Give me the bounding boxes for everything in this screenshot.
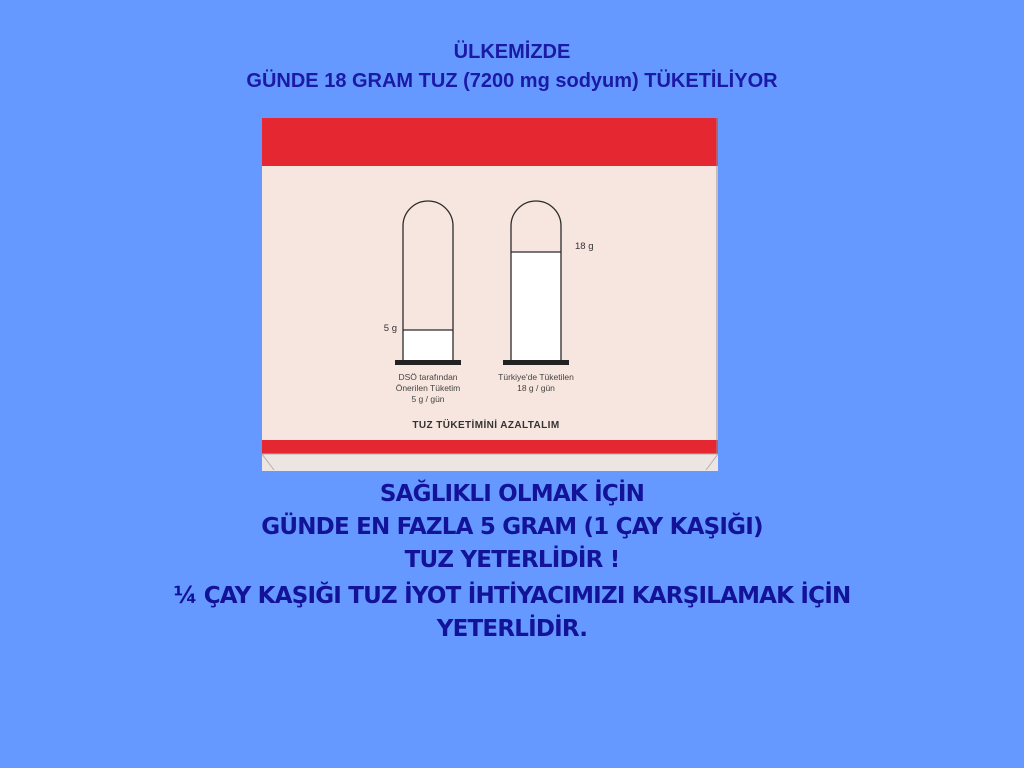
bar-1-caption-line-1: DSÖ tarafından — [398, 372, 458, 382]
message-line-4: ¼ ÇAY KAŞIĞI TUZ İYOT İHTİYACIMIZI KARŞILAMAK İÇİN — [173, 583, 851, 609]
bar-1-value-label: 5 g — [383, 323, 397, 334]
bar-2-value-label: 18 g — [575, 241, 594, 252]
bar-1-caption-line-2: Önerilen Tüketim — [395, 383, 461, 393]
salt-consumption-chart — [262, 118, 718, 471]
message-line-2: GÜNDE EN FAZLA 5 GRAM (1 ÇAY KAŞIĞI) — [261, 514, 763, 540]
message-line-3: TUZ YETERLİDİR ! — [404, 547, 620, 573]
bar-1-caption-line-3: 5 g / gün — [411, 394, 445, 404]
health-message — [0, 478, 1024, 646]
bar-2-caption-line-2: 18 g / gün — [517, 383, 555, 393]
bar-2-caption-line-1: Türkiye'de Tüketilen — [498, 372, 574, 382]
message-line-5: YETERLİDİR. — [436, 616, 588, 642]
chart-background — [262, 118, 718, 471]
slide-title — [0, 38, 1024, 96]
message-line-1: SAĞLIKLI OLMAK İÇİN — [379, 481, 645, 507]
chart-footer-slogan: TUZ TÜKETİMİNİ AZALTALIM — [412, 420, 560, 431]
title-line-1: ÜLKEMİZDE — [453, 41, 571, 63]
bottom-strip — [262, 454, 718, 471]
bar-1-base — [395, 360, 461, 365]
top-red-band — [262, 118, 718, 166]
bottom-red-band — [262, 440, 718, 454]
bar-1-fill — [403, 330, 453, 360]
bar-2-base — [503, 360, 569, 365]
title-line-2: GÜNDE 18 GRAM TUZ (7200 mg sodyum) TÜKETİLİYOR — [246, 70, 778, 92]
bar-2-fill — [511, 252, 561, 360]
